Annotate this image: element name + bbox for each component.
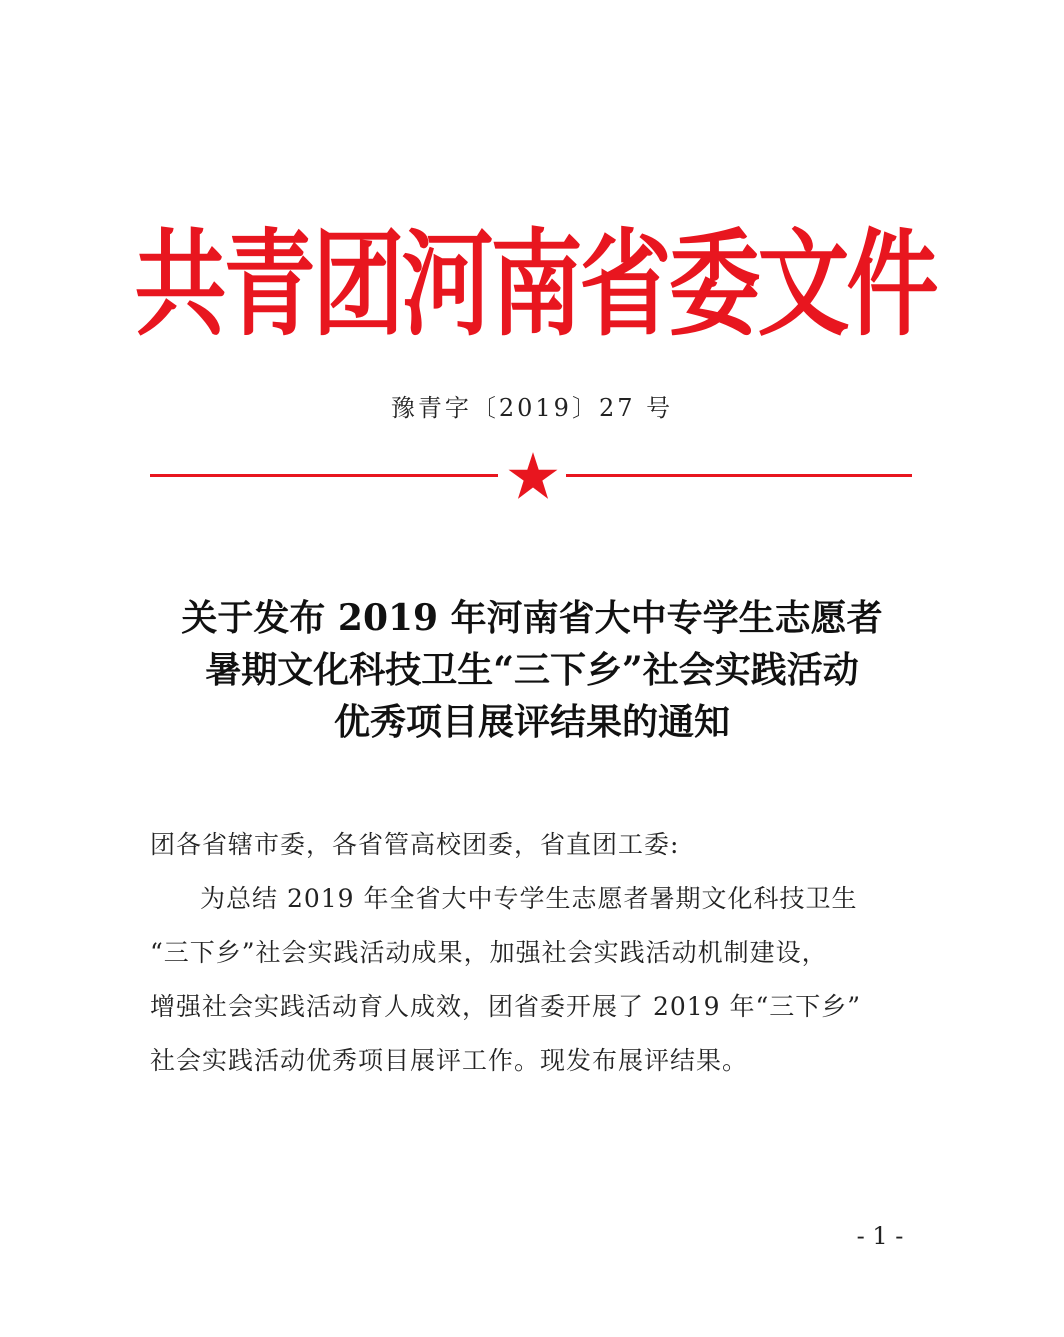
notice-title-line: 暑期文化科技卫生“三下乡”社会实践活动: [205, 649, 859, 691]
body-text: [150, 818, 920, 1088]
notice-title: [120, 592, 944, 748]
star-icon: [507, 450, 559, 502]
notice-title-line: 关于发布 2019 年河南省大中专学生志愿者: [181, 597, 883, 639]
document-number: 豫青字〔2019〕27 号: [390, 394, 674, 422]
document-header-title: 共青团河南省委文件: [134, 217, 936, 352]
notice-title-line: 优秀项目展评结果的通知: [333, 701, 730, 743]
red-rule-left: [150, 474, 498, 477]
paragraph-line: 增强社会实践活动育人成效，团省委开展了 2019 年“三下乡”: [150, 992, 862, 1021]
salutation: 团各省辖市委，各省管高校团委，省直团工委:: [150, 830, 680, 859]
red-rule-right: [566, 474, 912, 477]
paragraph-line: 为总结 2019 年全省大中专学生志愿者暑期文化科技卫生: [200, 884, 858, 913]
paragraph-line: 社会实践活动优秀项目展评工作。现发布展评结果。: [150, 1046, 749, 1075]
page-number: - 1 -: [856, 1222, 904, 1250]
paragraph-line: “三下乡”社会实践活动成果，加强社会实践活动机制建设，: [150, 938, 828, 967]
